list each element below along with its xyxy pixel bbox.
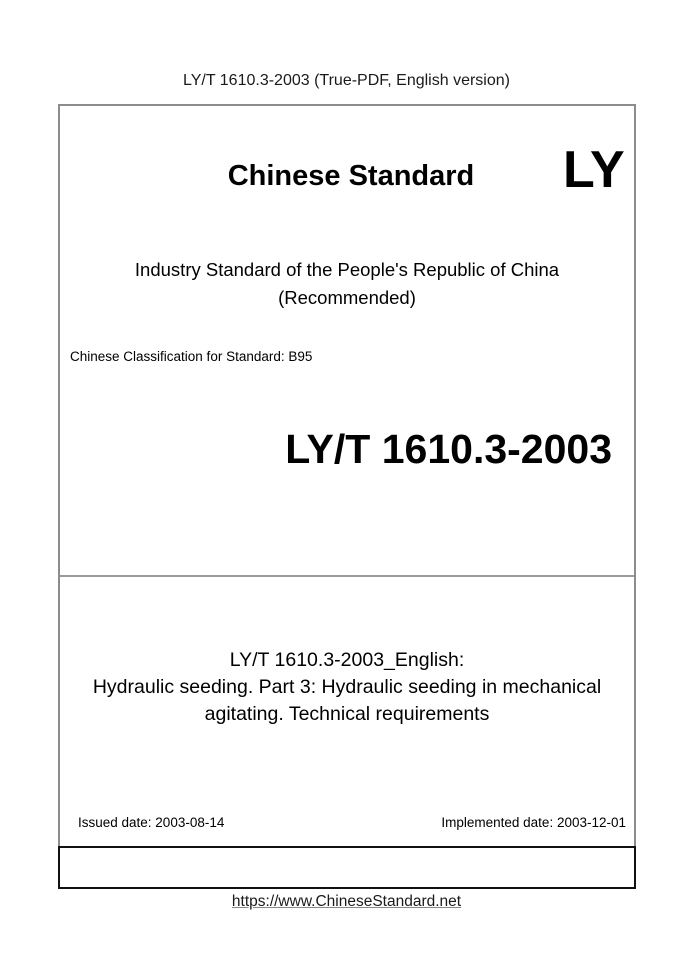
classification-label: Chinese Classification for Standard: B95 xyxy=(70,349,313,364)
website-link[interactable]: https://www.ChineseStandard.net xyxy=(231,893,462,910)
empty-footer-box xyxy=(58,846,636,889)
standard-description xyxy=(60,647,634,728)
standard-number: LY/T 1610.3-2003 xyxy=(285,426,612,472)
issued-date: Issued date: 2003-08-14 xyxy=(78,815,225,830)
document-header-title: LY/T 1610.3-2003 (True-PDF, English version) xyxy=(183,72,510,89)
cover-heading xyxy=(60,160,634,193)
description-line: LY/T 1610.3-2003_English: xyxy=(229,649,465,671)
description-line: Hydraulic seeding. Part 3: Hydraulic seeding in mechanical xyxy=(92,676,602,698)
implemented-date: Implemented date: 2003-12-01 xyxy=(441,815,626,830)
cover-top-section xyxy=(60,106,634,577)
industry-line: Industry Standard of the People's Republic of China xyxy=(134,259,560,280)
standard-mark: LY xyxy=(563,141,625,199)
cover-frame xyxy=(58,104,636,848)
industry-statement xyxy=(60,256,634,312)
recommended-label: (Recommended) xyxy=(278,287,416,308)
cover-heading-text: Chinese Standard xyxy=(227,160,475,192)
cover-bottom-section xyxy=(60,577,634,848)
description-line: agitating. Technical requirements xyxy=(204,703,490,725)
